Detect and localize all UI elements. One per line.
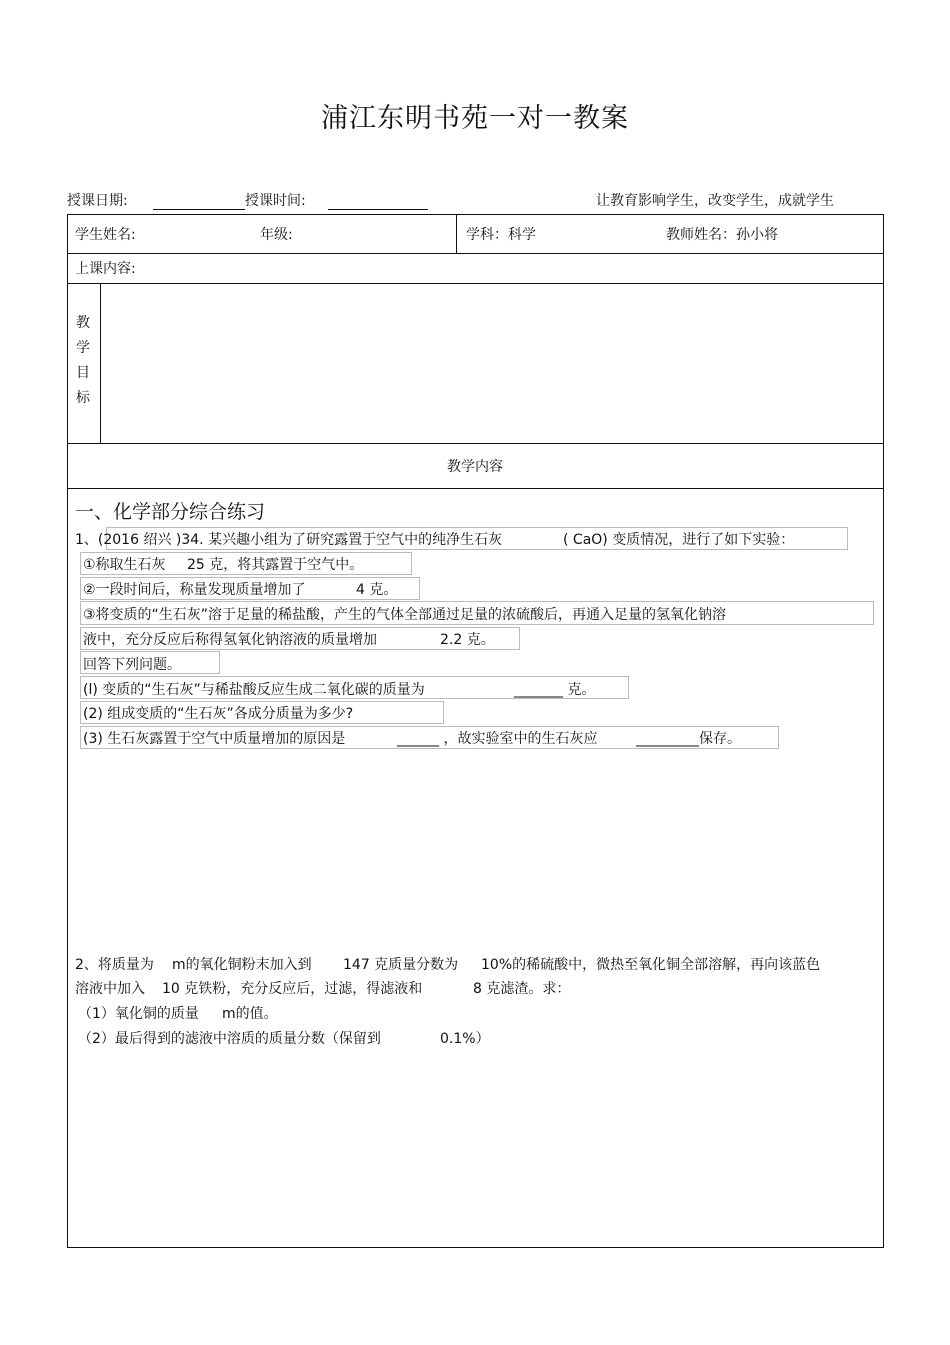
q1-step2: ②一段时间后，称量发现质量增加了 <box>83 582 306 598</box>
goal-char: 目 <box>76 365 90 381</box>
q1-sub1: (l) 变质的“生石灰”与稀盐酸反应生成二氧化碳的质量为 <box>83 682 425 698</box>
q1-sub1: _______ 克。 <box>514 682 596 698</box>
q2-part1: （1）氧化铜的质量 <box>78 1006 199 1022</box>
goal-char: 教 <box>76 315 90 331</box>
row-divider <box>67 253 883 254</box>
q2-part2: 0.1%） <box>440 1031 490 1047</box>
q2-line2: 溶液中加入 <box>75 981 145 997</box>
q1-sub3: _________保存。 <box>636 731 741 747</box>
grade-label: 年级: <box>260 227 293 243</box>
q2-line1: 147 克质量分数为 <box>343 957 459 973</box>
student-name-label: 学生姓名: <box>75 227 136 243</box>
q1-answer-prompt: 回答下列问题。 <box>83 657 181 673</box>
q1-stem: ( CaO) 变质情况，进行了如下实验： <box>563 532 795 548</box>
q1-step1: ①称取生石灰 <box>83 557 166 573</box>
row-divider <box>67 443 883 444</box>
lesson-content-label: 上课内容: <box>75 261 136 277</box>
q1-sub3: (3) 生石灰露置于空气中质量增加的原因是 <box>83 731 346 747</box>
time-label: 授课时间: <box>245 193 306 209</box>
subject-label: 学科：科学 <box>466 227 536 243</box>
q2-part2: （2）最后得到的滤液中溶质的质量分数（保留到 <box>78 1031 381 1047</box>
q2-line1: 2、将质量为 <box>75 957 154 973</box>
col-divider <box>456 214 457 253</box>
q2-line1: 10%的稀硫酸中，微热至氧化铜全部溶解，再向该蓝色 <box>481 957 821 973</box>
date-blank <box>153 209 245 210</box>
goal-char: 标 <box>76 390 90 406</box>
teaching-content-label: 教学内容 <box>447 459 503 475</box>
col-divider <box>100 283 101 443</box>
date-label: 授课日期: <box>67 193 128 209</box>
q2-line1: m的氧化铜粉末加入到 <box>172 957 312 973</box>
page-title: 浦江东明书苑一对一教案 <box>321 103 629 134</box>
row-divider <box>67 488 883 489</box>
q1-step3: 液中，充分反应后称得氢氧化钠溶液的质量增加 <box>83 632 377 648</box>
q2-part1: m的值。 <box>222 1006 278 1022</box>
q2-line2: 10 克铁粉，充分反应后，过滤，得滤液和 <box>162 981 423 997</box>
q1-sub3: ______ ，故实验室中的生石灰应 <box>397 731 598 747</box>
goal-char: 学 <box>76 340 90 356</box>
section-title: 一、化学部分综合练习 <box>75 501 266 523</box>
q1-step3: 2.2 克。 <box>440 632 495 648</box>
q1-sub2: (2) 组成变质的“生石灰”各成分质量为多少? <box>83 706 354 722</box>
q2-line2: 8 克滤渣。求： <box>473 981 571 997</box>
q1-step2: 4 克。 <box>356 582 398 598</box>
q1-step1: 25 克，将其露置于空气中。 <box>187 557 364 573</box>
row-divider <box>67 283 883 284</box>
time-blank <box>328 209 428 210</box>
q1-step3: ③将变质的“生石灰”溶于足量的稀盐酸，产生的气体全部通过足量的浓硫酸后，再通入足量的氢氧化钠溶 <box>83 607 727 623</box>
teacher-label: 教师姓名：孙小将 <box>666 227 778 243</box>
q1-stem: 1、(2016 绍兴 )34. 某兴趣小组为了研究露置于空气中的纯净生石灰 <box>75 532 503 548</box>
motto: 让教育影响学生，改变学生，成就学生 <box>596 193 834 209</box>
